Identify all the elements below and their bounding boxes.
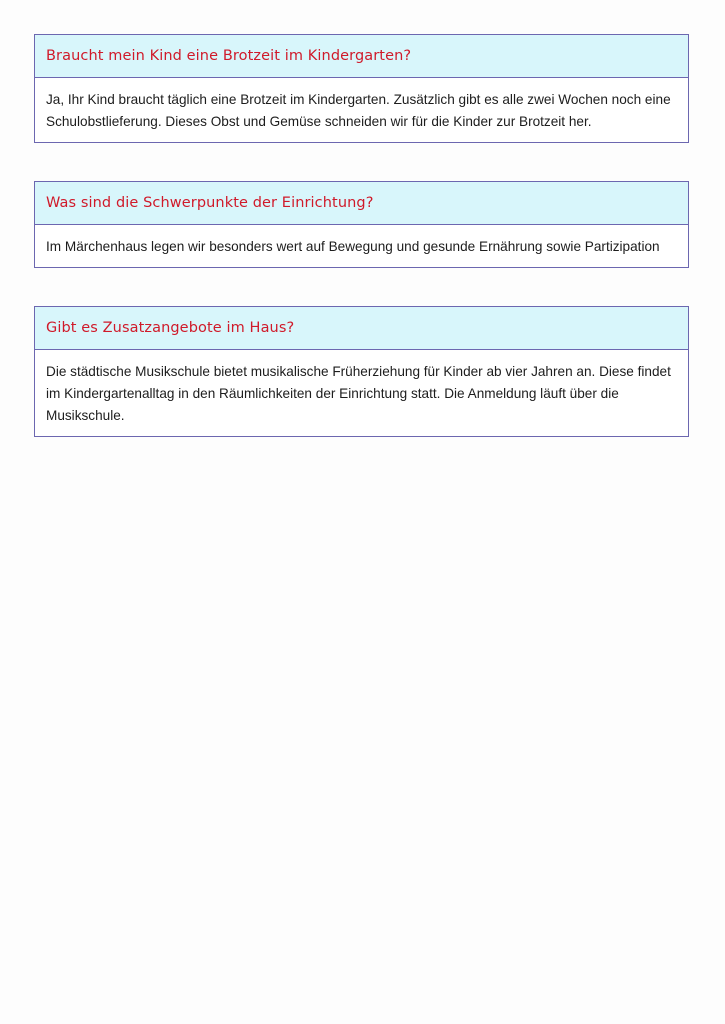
faq-answer: Ja, Ihr Kind braucht täglich eine Brotzeit im Kindergarten. Zusätzlich gibt es alle zwei Wochen noch eine Schulobstlieferung. Dieses Obst und Gemüse schneiden wir für die Kinder zur Brotzeit her. (46, 92, 671, 129)
faq-answer: Die städtische Musikschule bietet musikalische Früherziehung für Kinder ab vier Jahren an. Diese findet im Kindergartenalltag in den Räumlichkeiten der Einrichtung statt. Die Anmeldung läuft über die Musikschule. (46, 364, 671, 423)
faq-question-text: Was sind die Schwerpunkte der Einrichtung? (46, 195, 374, 211)
faq-question (35, 307, 688, 350)
faq-question-text: Braucht mein Kind eine Brotzeit im Kindergarten? (46, 48, 412, 64)
faq-question (35, 35, 688, 78)
faq-item-zusatzangebote (34, 306, 689, 437)
faq-item-brotzeit (34, 34, 689, 143)
faq-answer: Im Märchenhaus legen wir besonders wert auf Bewegung und gesunde Ernährung sowie Partizipation (46, 239, 660, 254)
faq-question-text: Gibt es Zusatzangebote im Haus? (46, 320, 295, 336)
faq-question (35, 182, 688, 225)
faq-item-schwerpunkte (34, 181, 689, 268)
